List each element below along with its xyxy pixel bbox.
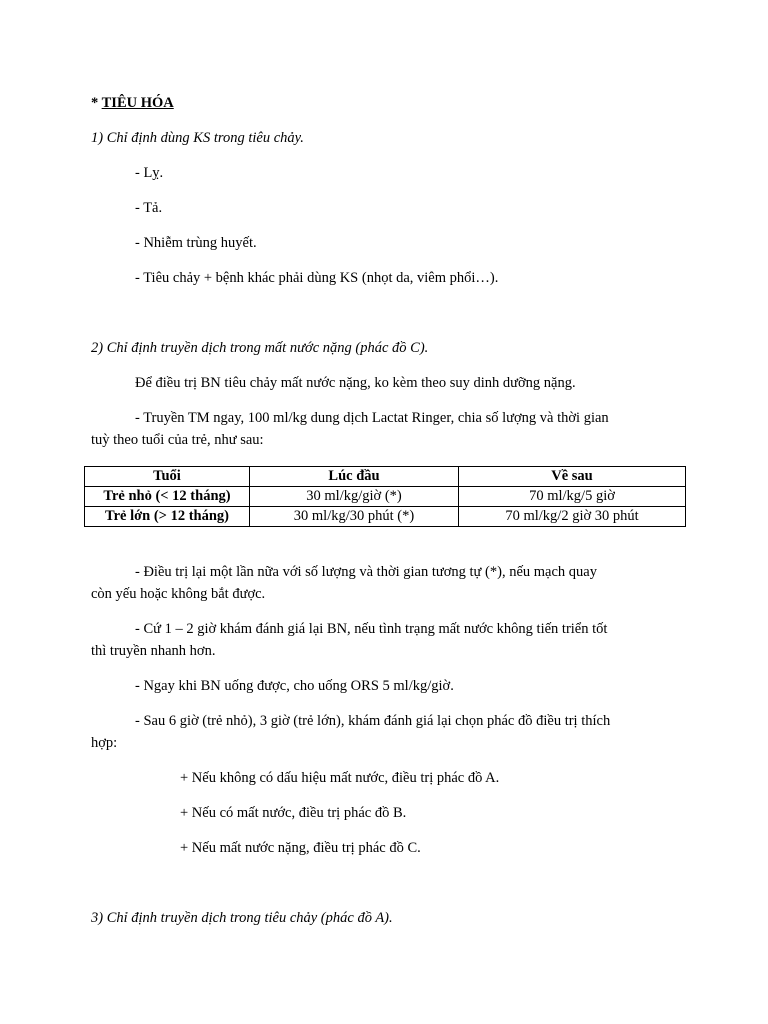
s2-paragraph-line: - Sau 6 giờ (trẻ nhỏ), 3 giờ (trẻ lớn), khám đánh giá lại chọn phác đồ điều trị thích: [135, 713, 611, 729]
s2-paragraph-line: thì truyền nhanh hơn.: [91, 643, 216, 659]
table-cell: 70 ml/kg/2 giờ 30 phút: [459, 507, 686, 527]
page-heading: [91, 95, 174, 112]
section-2-title: 2) Chỉ định truyền dịch trong mất nước nặng (phác đồ C).: [91, 340, 429, 356]
s2-paragraph-line: - Ngay khi BN uống được, cho uống ORS 5 ml/kg/giờ.: [135, 678, 454, 694]
s2-paragraph-line: - Cứ 1 – 2 giờ khám đánh giá lại BN, nếu tình trạng mất nước không tiến triển tốt: [135, 621, 608, 637]
s1-item: - Tiêu chảy + bệnh khác phải dùng KS (nhọt da, viêm phổi…).: [135, 270, 499, 286]
s1-item: - Lỵ.: [135, 165, 164, 181]
rehydration-table: [84, 466, 686, 527]
table-cell: Trẻ lớn (> 12 tháng): [85, 507, 250, 527]
table-row: [85, 487, 686, 507]
table-cell: 30 ml/kg/giờ (*): [250, 487, 459, 507]
s1-item: - Tả.: [135, 200, 163, 216]
table-header-row: [85, 467, 686, 487]
s2-sub-item: + Nếu không có dấu hiệu mất nước, điều trị phác đồ A.: [180, 770, 500, 786]
s2-paragraph-line: còn yếu hoặc không bắt được.: [91, 586, 266, 602]
table-cell: Trẻ nhỏ (< 12 tháng): [85, 487, 250, 507]
s2-paragraph-line: tuỳ theo tuổi của trẻ, như sau:: [91, 432, 264, 448]
heading-prefix: *: [91, 95, 102, 111]
s1-item: - Nhiễm trùng huyết.: [135, 235, 257, 251]
table-cell: 30 ml/kg/30 phút (*): [250, 507, 459, 527]
section-3-title: 3) Chỉ định truyền dịch trong tiêu chảy (phác đồ A).: [91, 910, 393, 926]
table-cell: 70 ml/kg/5 giờ: [459, 487, 686, 507]
s2-intro: Để điều trị BN tiêu chảy mất nước nặng, ko kèm theo suy dinh dưỡng nặng.: [135, 375, 576, 391]
s2-paragraph-line: hợp:: [91, 735, 118, 751]
table-header: Lúc đầu: [250, 467, 459, 487]
heading-title: TIÊU HÓA: [101, 95, 174, 111]
s2-sub-item: + Nếu có mất nước, điều trị phác đồ B.: [180, 805, 407, 821]
s2-sub-item: + Nếu mất nước nặng, điều trị phác đồ C.: [180, 840, 421, 856]
s2-paragraph-line: - Truyền TM ngay, 100 ml/kg dung dịch Lactat Ringer, chia số lượng và thời gian: [135, 410, 609, 426]
table-header: Tuổi: [85, 467, 250, 487]
section-1-title: 1) Chỉ định dùng KS trong tiêu chảy.: [91, 130, 304, 146]
table-row: [85, 507, 686, 527]
table-header: Về sau: [459, 467, 686, 487]
s2-paragraph-line: - Điều trị lại một lần nữa với số lượng và thời gian tương tự (*), nếu mạch quay: [135, 564, 597, 580]
